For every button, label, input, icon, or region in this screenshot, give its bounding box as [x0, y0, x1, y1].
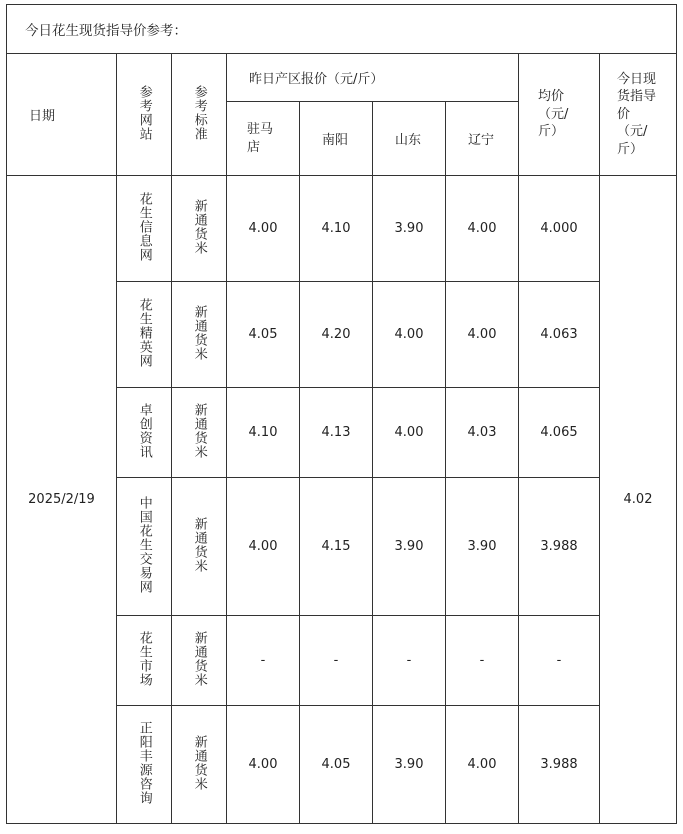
shandong-cell: - [373, 616, 446, 706]
liaoning-cell: - [446, 616, 519, 706]
header-region-zhumadian: 驻马店 [227, 102, 300, 176]
zhumadian-cell: 4.00 [227, 706, 300, 824]
header-today: 今日现货指导价（元/斤） [600, 54, 677, 176]
nanyang-cell: 4.05 [300, 706, 373, 824]
header-region-nanyang: 南阳 [300, 102, 373, 176]
liaoning-cell: 4.03 [446, 388, 519, 478]
zhumadian-cell: 4.05 [227, 282, 300, 388]
today-price-cell: 4.02 [600, 176, 677, 824]
site-cell: 正阳丰源咨询 [117, 706, 172, 824]
header-avg: 均价（元/斤） [519, 54, 600, 176]
table-row [7, 176, 677, 282]
avg-cell: 3.988 [519, 478, 600, 616]
header-site: 参考网站 [117, 54, 172, 176]
site-cell: 卓创资讯 [117, 388, 172, 478]
header-date: 日期 [7, 54, 117, 176]
shandong-cell: 3.90 [373, 478, 446, 616]
site-cell: 花生精英网 [117, 282, 172, 388]
site-cell: 花生信息网 [117, 176, 172, 282]
date-cell: 2025/2/19 [7, 176, 117, 824]
header-region-liaoning: 辽宁 [446, 102, 519, 176]
zhumadian-cell: 4.00 [227, 176, 300, 282]
liaoning-cell: 3.90 [446, 478, 519, 616]
header-region-shandong: 山东 [373, 102, 446, 176]
avg-cell: 4.000 [519, 176, 600, 282]
standard-cell: 新通货米 [172, 616, 227, 706]
standard-cell: 新通货米 [172, 388, 227, 478]
standard-cell: 新通货米 [172, 706, 227, 824]
shandong-cell: 3.90 [373, 176, 446, 282]
site-cell: 花生市场 [117, 616, 172, 706]
zhumadian-cell: 4.10 [227, 388, 300, 478]
avg-cell: - [519, 616, 600, 706]
avg-cell: 4.063 [519, 282, 600, 388]
avg-cell: 4.065 [519, 388, 600, 478]
liaoning-cell: 4.00 [446, 176, 519, 282]
header-yesterday-group: 昨日产区报价（元/斤） [227, 54, 519, 102]
shandong-cell: 4.00 [373, 388, 446, 478]
zhumadian-cell: 4.00 [227, 478, 300, 616]
standard-cell: 新通货米 [172, 282, 227, 388]
header-standard: 参考标准 [172, 54, 227, 176]
nanyang-cell: - [300, 616, 373, 706]
nanyang-cell: 4.20 [300, 282, 373, 388]
avg-cell: 3.988 [519, 706, 600, 824]
standard-cell: 新通货米 [172, 176, 227, 282]
zhumadian-cell: - [227, 616, 300, 706]
price-table [6, 4, 677, 824]
table-title: 今日花生现货指导价参考： [7, 5, 677, 54]
liaoning-cell: 4.00 [446, 706, 519, 824]
liaoning-cell: 4.00 [446, 282, 519, 388]
nanyang-cell: 4.13 [300, 388, 373, 478]
shandong-cell: 3.90 [373, 706, 446, 824]
site-cell: 中国花生交易网 [117, 478, 172, 616]
nanyang-cell: 4.15 [300, 478, 373, 616]
standard-cell: 新通货米 [172, 478, 227, 616]
nanyang-cell: 4.10 [300, 176, 373, 282]
shandong-cell: 4.00 [373, 282, 446, 388]
